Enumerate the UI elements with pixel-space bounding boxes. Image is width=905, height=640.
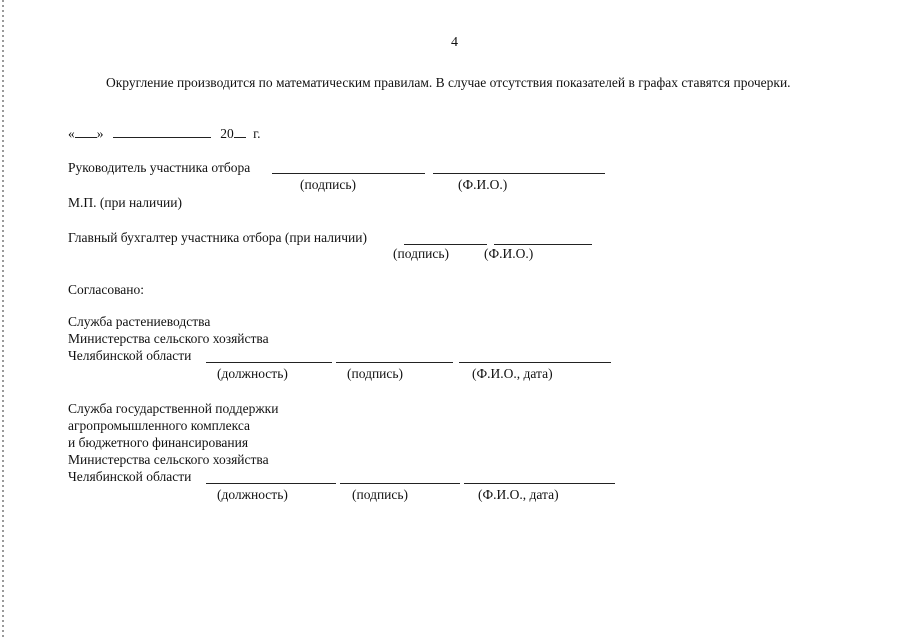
service1-caption-position: (должность) <box>217 366 288 381</box>
date-open-quote: « <box>68 126 75 141</box>
service1-line-1: Служба растениеводства <box>68 314 211 329</box>
service1-caption-name-date: (Ф.И.О., дата) <box>472 366 553 381</box>
service1-caption-signature: (подпись) <box>347 366 404 381</box>
accountant-caption-signature: (подпись) <box>393 246 450 261</box>
service2-caption-signature: (подпись) <box>352 487 409 502</box>
service2-caption-position: (должность) <box>217 487 288 502</box>
scan-edge <box>2 0 4 640</box>
head-name-line[interactable] <box>433 172 605 174</box>
service2-line-4: Министерства сельского хозяйства <box>68 452 269 467</box>
service1-line-2: Министерства сельского хозяйства <box>68 331 269 346</box>
service2-line-3: и бюджетного финансирования <box>68 435 249 450</box>
day-blank[interactable] <box>75 125 97 138</box>
page-number: 4 <box>451 35 458 50</box>
rounding-paragraph: Округление производится по математическим правилам. В случае отсутствия показателей в графах ставятся прочерки. <box>106 75 791 90</box>
service2-line-1: Служба государственной поддержки <box>68 401 279 416</box>
accountant-signature-line[interactable] <box>404 243 487 245</box>
head-caption-signature: (подпись) <box>300 177 357 192</box>
accountant-label: Главный бухгалтер участника отбора (при наличии) <box>68 230 367 245</box>
service2-caption-name-date: (Ф.И.О., дата) <box>478 487 559 502</box>
year-prefix: 20 <box>220 126 234 141</box>
accountant-caption-name: (Ф.И.О.) <box>484 246 534 261</box>
head-caption-name: (Ф.И.О.) <box>458 177 508 192</box>
head-signature-line[interactable] <box>272 172 425 174</box>
service2-position-line[interactable] <box>206 482 336 484</box>
head-label: Руководитель участника отбора <box>68 160 251 175</box>
service2-signature-line[interactable] <box>340 482 460 484</box>
service1-signature-line[interactable] <box>336 361 453 363</box>
service1-position-line[interactable] <box>206 361 332 363</box>
year-suffix: г. <box>253 126 261 141</box>
date-close-quote: » <box>96 126 104 141</box>
stamp-note: М.П. (при наличии) <box>68 195 182 210</box>
service1-line-3: Челябинской области <box>68 348 192 363</box>
accountant-name-line[interactable] <box>494 243 592 245</box>
year-blank[interactable] <box>234 125 246 138</box>
service1-name-date-line[interactable] <box>459 361 611 363</box>
service2-line-5: Челябинской области <box>68 469 192 484</box>
agreed-heading: Согласовано: <box>68 282 144 297</box>
month-blank[interactable] <box>113 125 211 138</box>
service2-line-2: агропромышленного комплекса <box>68 418 250 433</box>
service2-name-date-line[interactable] <box>464 482 615 484</box>
date-line <box>68 125 261 142</box>
